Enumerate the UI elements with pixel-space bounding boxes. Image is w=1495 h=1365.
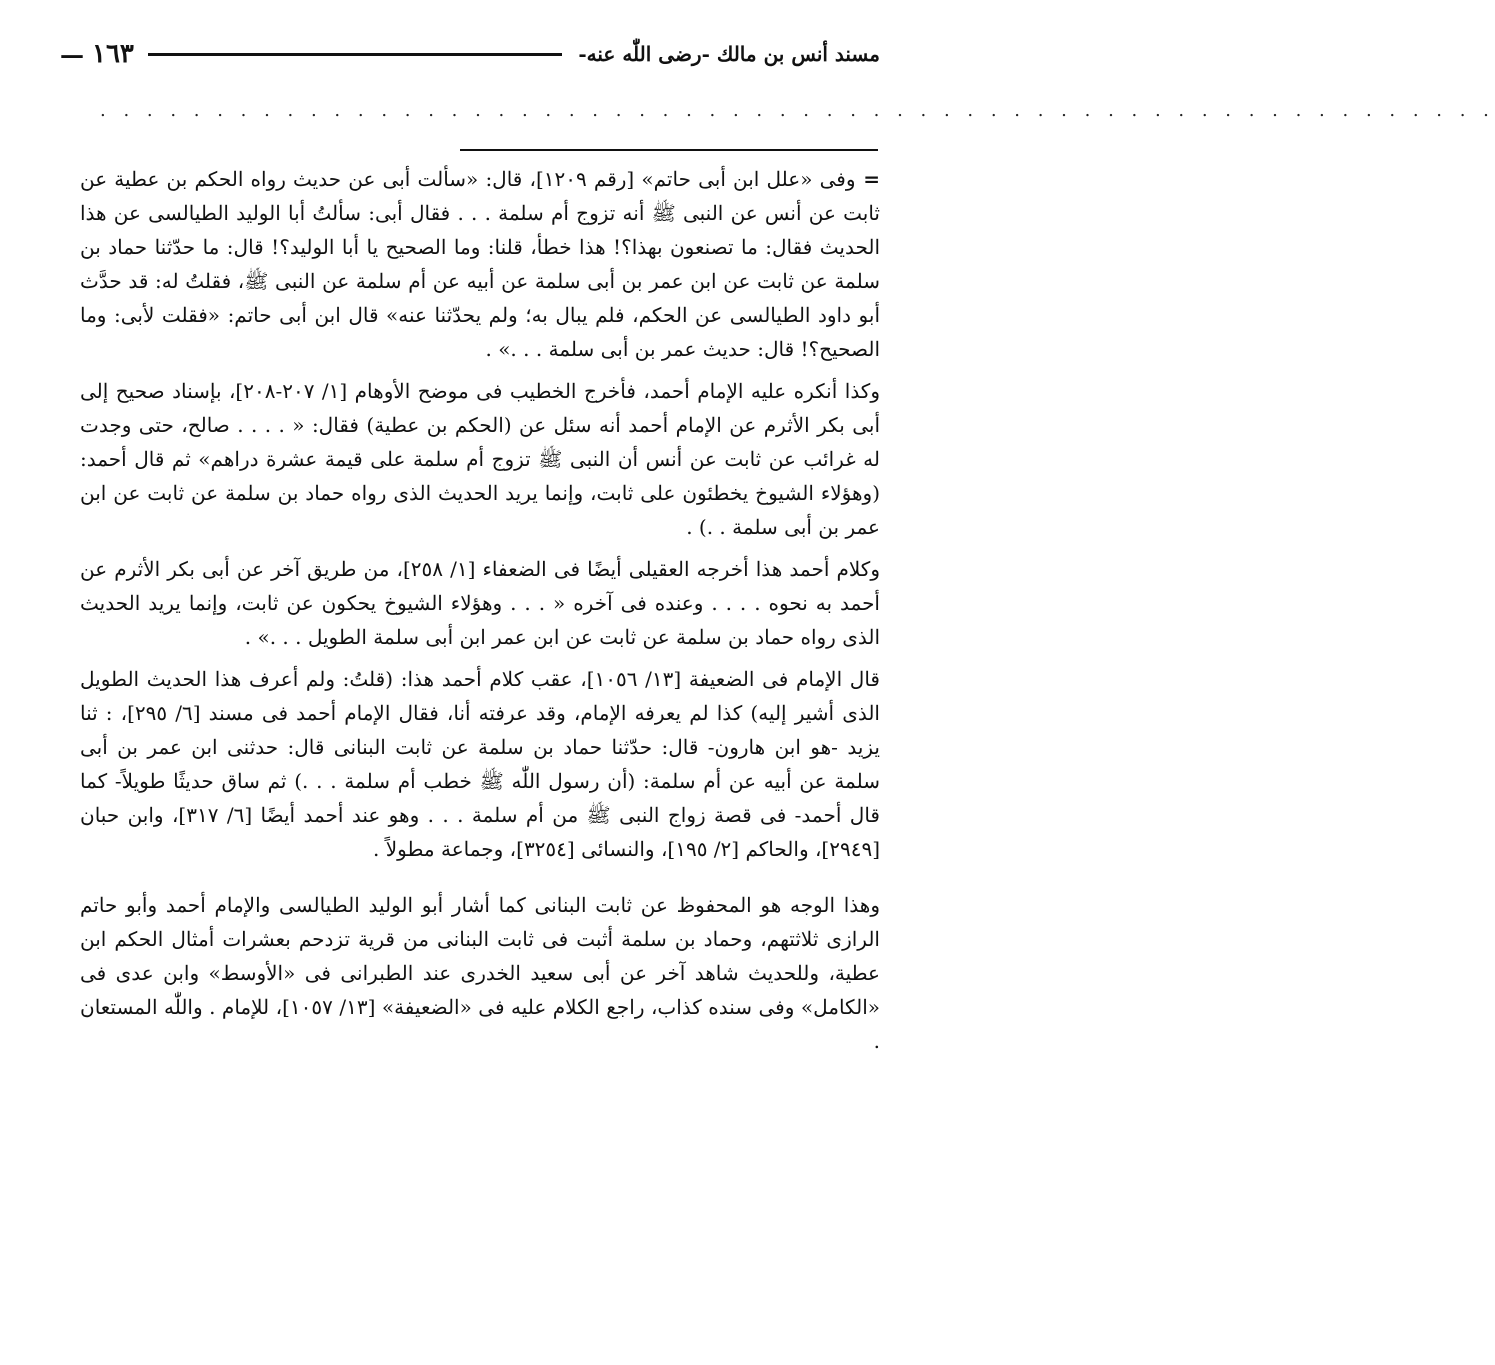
page-number: ١٦٣	[92, 39, 134, 69]
paragraph-uqaili: وكلام أحمد هذا أخرجه العقيلى أيضًا فى الضعفاء [١/ ٢٥٨]، من طريق آخر عن أبى بكر الأثرم عن أحمد به نحوه . . . . وعنده فى آخره « . . . وهؤلاء الشيوخ يحكون عن ثابت، وإنما يريد الحديث الذى رواه حماد بن سلمة عن ثابت عن ابن عمر ابن أبى سلمة الطويل . . .» .	[80, 557, 880, 649]
paragraph-khatib: وكذا أنكره عليه الإمام أحمد، فأخرج الخطيب فى موضح الأوهام [١/ ٢٠٧-٢٠٨]، بإسناد صحيح إلى أبى بكر الأثرم عن الإمام أحمد أنه سئل عن (الحكم بن عطية) فقال: « . . . . صالح، حتى وجدت له غرائب عن ثابت عن أنس أن النبى ﷺ تزوج أم سلمة على قيمة عشرة دراهم» ثم قال أحمد: (وهؤلاء الشيوخ يخطئون على ثابت، وإنما يريد الحديث الذى رواه حماد بن سلمة عن ثابت عن ابن عمر بن أبى سلمة . .) .	[80, 379, 880, 539]
paragraph-conclusion: وهذا الوجه هو المحفوظ عن ثابت البنانى كما أشار أبو الوليد الطيالسى والإمام أحمد وأبو حاتم الرازى ثلاثتهم، وحماد بن سلمة أثبت فى ثابت البنانى من قرية تزدحم بعشرات أمثال الحكم ابن عطية، وللحديث شاهد آخر عن أبى سعيد الخدرى عند الطبرانى فى «الأوسط» وابن عدى فى «الكامل» وفى سنده كذاب، راجع الكلام عليه فى «الضعيفة» [١٣/ ١٠٥٧]، للإمام . واللّٰه المستعان .	[80, 893, 880, 1053]
header-dash: —	[60, 39, 84, 69]
dotted-separator: . . . . . . . . . . . . . . . . . . . . . . . . . . . . . . . . . . . . . . . . . . . . . . . . . . . . . . . . . . . .	[100, 100, 1495, 121]
paragraph-daifa: قال الإمام فى الضعيفة [١٣/ ١٠٥٦]، عقب كلام أحمد هذا: (قلتُ: ولم أعرف هذا الحديث الطويل الذى أشير إليه) كذا لم يعرفه الإمام، وقد عرفته أنا، فقال الإمام أحمد فى مسند [٦/ ٢٩٥]، : ثنا يزيد -هو ابن هارون- قال: حدّثنا حماد بن سلمة عن ثابت البنانى قال: حدثنى ابن عمر بن أبى سلمة عن أبيه عن أم سلمة: (أن رسول اللّٰه ﷺ خطب أم سلمة . . .) ثم ساق حديثًا طويلاً- كما قال أحمد- فى قصة زواج النبى ﷺ من أم سلمة . . . وهو عند أحمد أيضًا [٦/ ٣١٧]، وابن حبان [٢٩٤٩]، والحاكم [٢/ ١٩٥]، والنسائى [٣٢٥٤]، وجماعة مطولاً .	[80, 667, 880, 861]
running-title: مسند أنس بن مالك -رضى اللّٰه عنه-	[578, 42, 880, 66]
paragraph-ilal: = وفى «علل ابن أبى حاتم» [رقم ١٢٠٩]، قال: «سألت أبى عن حديث رواه الحكم بن عطية عن ثابت عن أنس عن النبى ﷺ أنه تزوج أم سلمة . . . فقال أبى: سألتُ أبا الوليد الطيالسى عن هذا الحديث فقال: ما تصنعون بهذا؟! هذا خطأ، قلنا: وما الصحيح يا أبا الوليد؟! قال: ما حدّثنا حماد بن سلمة عن ثابت عن ابن عمر بن أبى سلمة عن أبيه عن أم سلمة عن النبى ﷺ، فقلتُ له: قد حدَّث أبو داود الطيالسى عن الحكم، فلم يبال به؛ ولم يحدّثنا عنه» قال ابن أبى حاتم: «فقلت لأبى: وما الصحيح؟! قال: حديث عمر بن أبى سلمة . . .» .	[80, 162, 880, 366]
header-rule	[148, 53, 562, 56]
footnote-rule	[460, 149, 878, 151]
footnote-body	[80, 162, 880, 1066]
page-header	[60, 34, 880, 74]
